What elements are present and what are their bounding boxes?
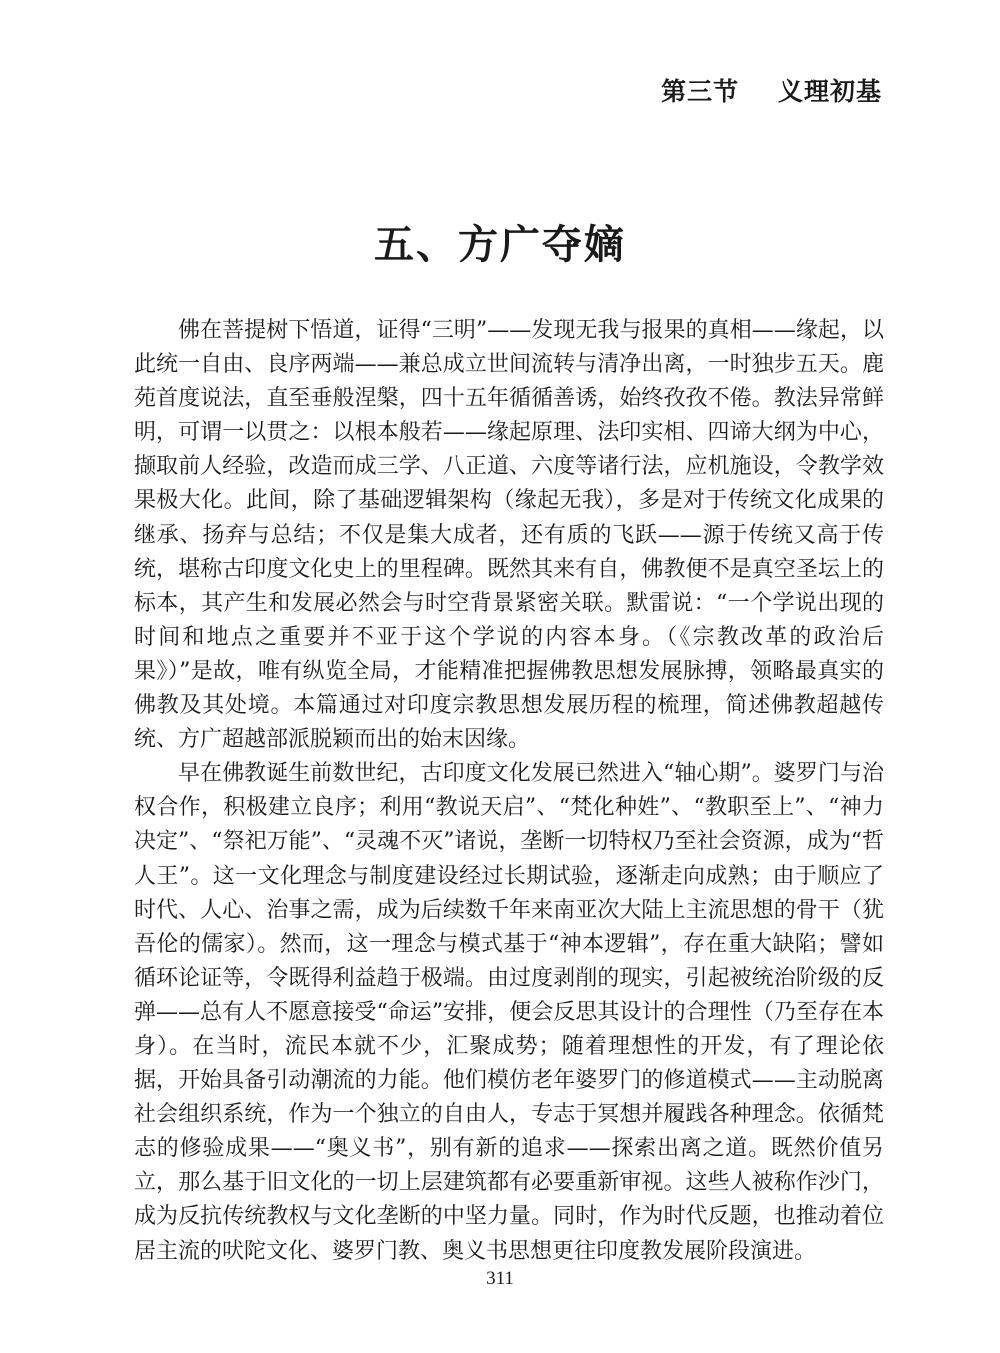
paragraph-2: 早在佛教诞生前数世纪，古印度文化发展已然进入“轴心期”。婆罗门与治权合作，积极建立良序；利用“教说天启”、“梵化种姓”、“教职至上”、“神力决定”、“祭祀万能”、“灵魂不灭”诸说，垄断一切特权乃至社会资源，成为“哲人王”。这一文化理念与制度建设经过长期试验，逐渐走向成熟；由于顺应了时代、人心、治事之需，成为后续数千年来南亚次大陆上主流思想的骨干（犹吾伦的儒家）。然而，这一理念与模式基于“神本逻辑”，存在重大缺陷；譬如循环论证等，令既得利益趋于极端。由过度剥削的现实，引起被统治阶级的反弹——总有人不愿意接受“命运”安排，便会反思其设计的合理性（乃至存在本身）。在当时，流民本就不少，汇聚成势；随着理想性的开发，有了理论依据，开始具备引动潮流的力能。他们模仿老年婆罗门的修道模式——主动脱离社会组织系统，作为一个独立的自由人，专志于冥想并履践各种理念。依循梵志的修验成果——“奥义书”，别有新的追求——探索出离之道。既然价值另立，那么基于旧文化的一切上层建筑都有必要重新审视。这些人被称作沙门，成为反抗传统教权与文化垄断的中坚力量。同时，作为时代反题，也推动着位居主流的吠陀文化、婆罗门教、奥义书思想更往印度教发展阶段演进。 bbox=[134, 761, 884, 1264]
paragraph-1: 佛在菩提树下悟道，证得“三明”——发现无我与报果的真相——缘起，以此统一自由、良序两端——兼总成立世间流转与清净出离，一时独步五天。鹿苑首度说法，直至垂般涅槃，四十五年循循善诱，始终孜孜不倦。教法异常鲜明，可谓一以贯之：以根本般若——缘起原理、法印实相、四谛大纲为中心，撷取前人经验，改造而成三学、八正道、六度等诸行法，应机施设，令教学效果极大化。此间，除了基础逻辑架构（缘起无我），多是对于传统文化成果的继承、扬弃与总结；不仅是集大成者，还有质的飞跃——源于传统又高于传统，堪称古印度文化史上的里程碑。既然其来有自，佛教便不是真空圣坛上的标本，其产生和发展必然会与时空背景紧密关联。默雷说：“一个学说出现的时间和地点之重要并不亚于这个学说的内容本身。（《宗教改革的政治后果》）”是故，唯有纵览全局，才能精准把握佛教思想发展脉搏，领略最真实的佛教及其处境。本篇通过对印度宗教思想发展历程的梳理，简述佛教超越传统、方广超越部派脱颖而出的始末因缘。 bbox=[134, 318, 884, 753]
section-title: 五、方广夺嫡 bbox=[374, 221, 626, 268]
body-text bbox=[134, 314, 884, 1269]
running-header: 第三节 义理初基 bbox=[661, 77, 882, 106]
page-number: 311 bbox=[486, 1268, 514, 1289]
